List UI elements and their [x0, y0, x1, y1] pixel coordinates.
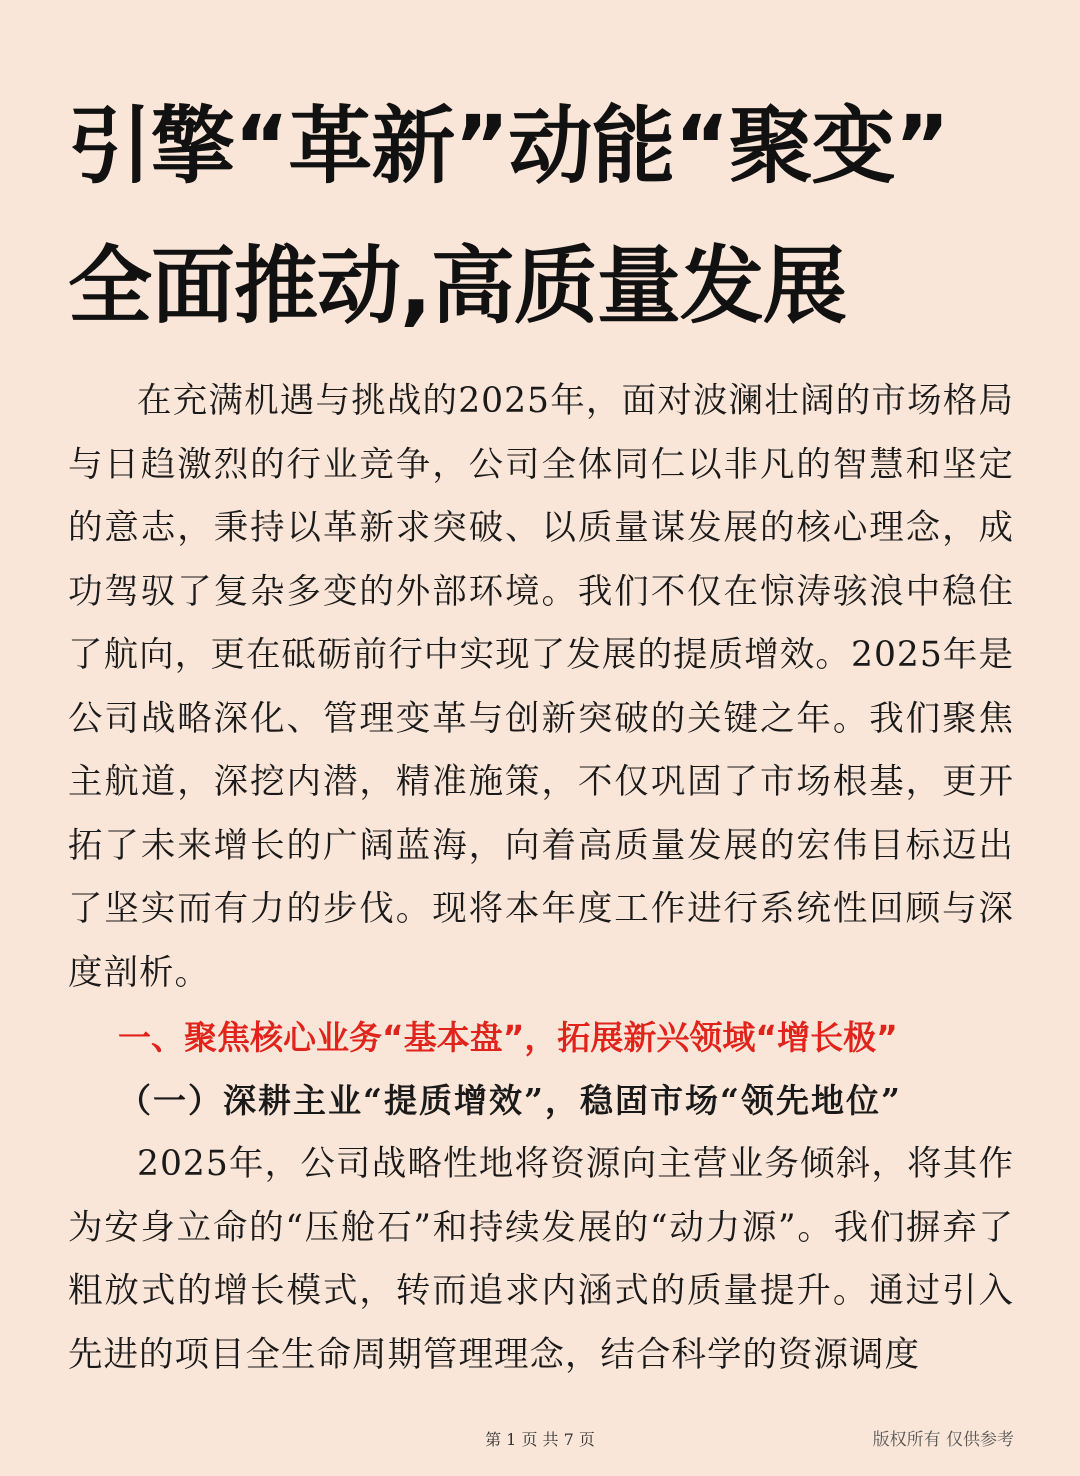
intro-paragraph: 在充满机遇与挑战的2025年，面对波澜壮阔的市场格局与日趋激烈的行业竞争，公司全体同仁以非凡的智慧和坚定的意志，秉持以革新求突破、以质量谋发展的核心理念，成功驾驭了复杂多变的外部环境。我们不仅在惊涛骇浪中稳住了航向，更在砥砺前行中实现了发展的提质增效。2025年是公司战略深化、管理变革与创新突破的关键之年。我们聚焦主航道，深挖内潜，精准施策，不仅巩固了市场根基，更开拓了未来增长的广阔蓝海，向着高质量发展的宏伟目标迈出了坚实而有力的步伐。现将本年度工作进行系统性回顾与深度剖析。 — [68, 381, 1014, 993]
page-indicator: 第 1 页 共 7 页 — [485, 1430, 595, 1449]
document-title-line-2: 全面推动,高质量发展 — [68, 237, 846, 335]
body-paragraph: 2025年，公司战略性地将资源向主营业务倾斜，将其作为安身立命的“压舱石”和持续发展的“动力源”。我们摒弃了粗放式的增长模式，转而追求内涵式的质量提升。通过引入先进的项目全生命周期管理理念，结合科学的资源调度 — [68, 1144, 1014, 1375]
copyright-notice: 版权所有 仅供参考 — [872, 1430, 1014, 1450]
document-title-line-1: 引擎“革新”动能“聚变” — [68, 97, 949, 195]
subsection-heading: （一）深耕主业“提质增效”，稳固市场“领先地位” — [118, 1081, 902, 1120]
section-heading: 一、聚焦核心业务“基本盘”，拓展新兴领域“增长极” — [118, 1018, 898, 1057]
